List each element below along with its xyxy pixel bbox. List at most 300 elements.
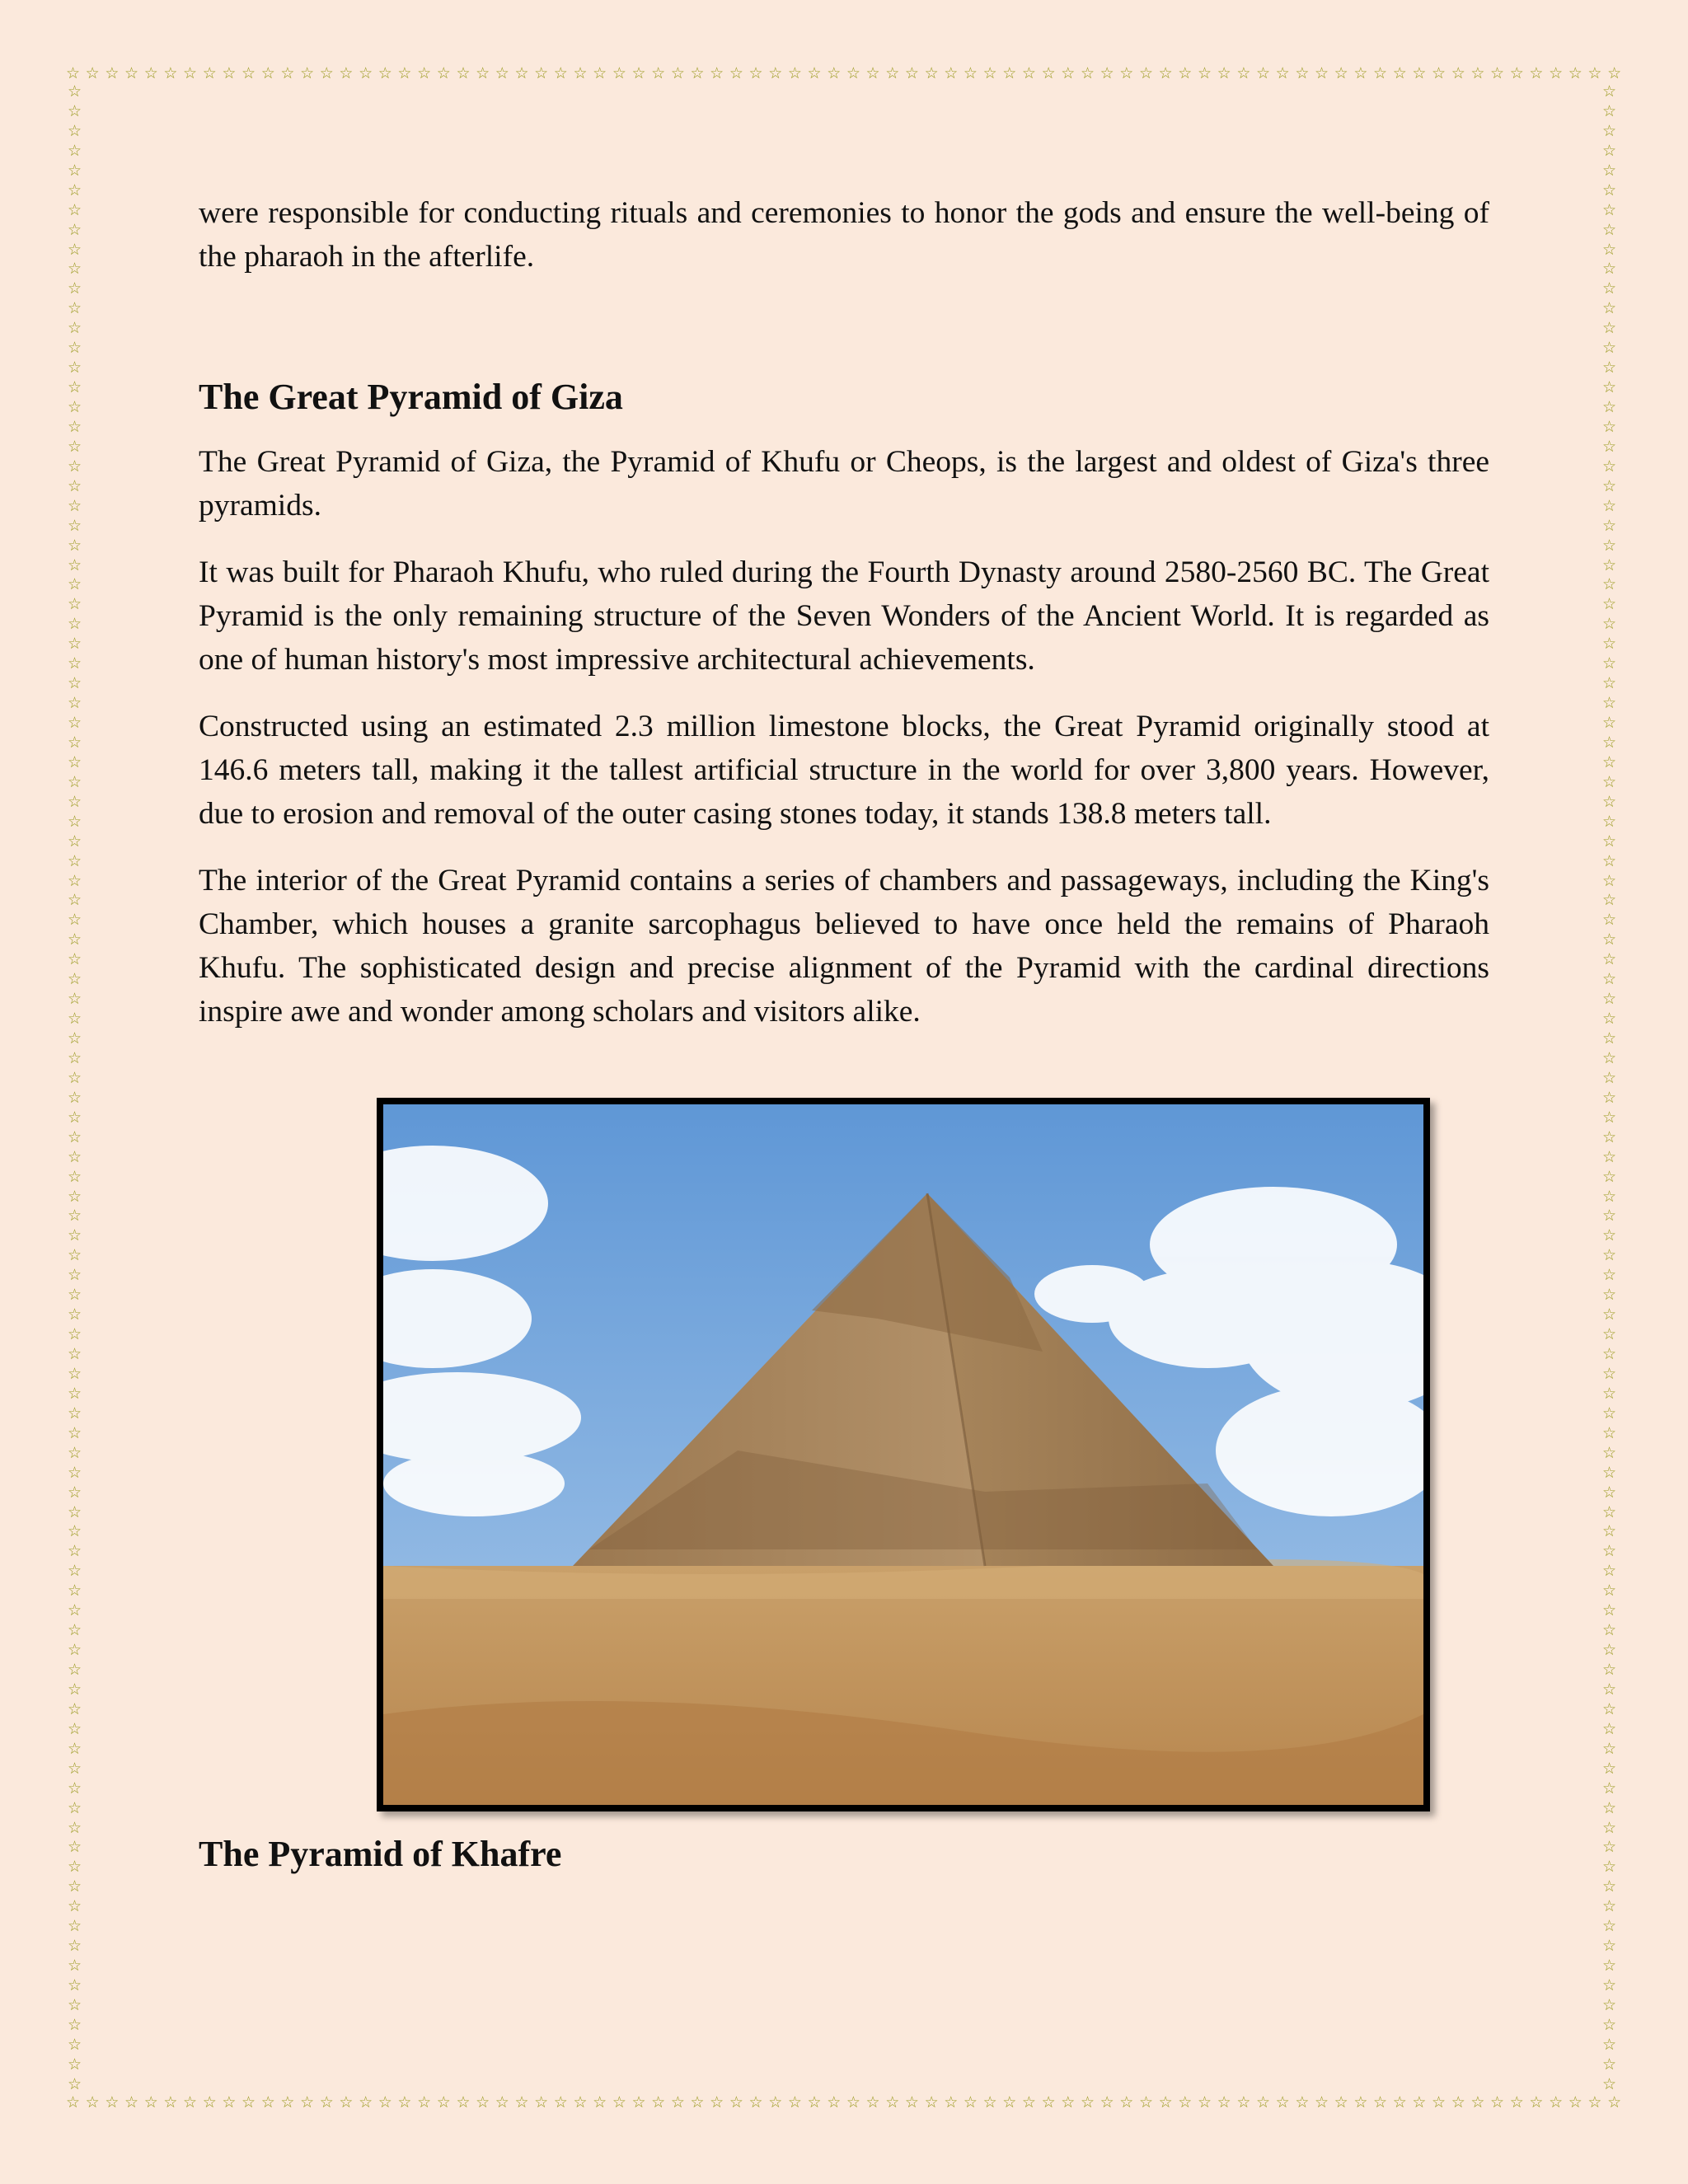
star-icon: ☆ — [377, 2093, 392, 2111]
star-icon: ☆ — [68, 851, 82, 870]
star-icon: ☆ — [1061, 2093, 1076, 2111]
star-icon: ☆ — [1602, 319, 1617, 338]
star-icon: ☆ — [105, 2093, 120, 2111]
star-icon: ☆ — [1602, 1483, 1617, 1502]
star-icon: ☆ — [1100, 2093, 1114, 2111]
star-icon: ☆ — [1119, 64, 1134, 82]
star-icon: ☆ — [1602, 851, 1617, 870]
star-icon: ☆ — [1490, 64, 1505, 82]
star-icon: ☆ — [1080, 64, 1095, 82]
star-icon: ☆ — [68, 1127, 82, 1146]
star-icon: ☆ — [359, 64, 373, 82]
star-icon: ☆ — [68, 792, 82, 811]
star-border-left — [68, 82, 86, 2093]
star-icon: ☆ — [68, 1838, 82, 1857]
star-icon: ☆ — [68, 891, 82, 910]
star-icon: ☆ — [534, 64, 549, 82]
star-icon: ☆ — [1602, 1325, 1617, 1344]
star-icon: ☆ — [1602, 1877, 1617, 1896]
star-icon: ☆ — [68, 871, 82, 890]
star-icon: ☆ — [982, 64, 997, 82]
star-icon: ☆ — [1602, 812, 1617, 831]
star-icon: ☆ — [68, 1325, 82, 1344]
star-icon: ☆ — [1602, 1818, 1617, 1837]
star-icon: ☆ — [1236, 2093, 1251, 2111]
star-icon: ☆ — [1470, 64, 1485, 82]
star-icon: ☆ — [319, 64, 334, 82]
star-icon: ☆ — [553, 2093, 568, 2111]
star-icon: ☆ — [982, 2093, 997, 2111]
star-border-bottom — [66, 2093, 1622, 2113]
star-icon: ☆ — [1509, 2093, 1524, 2111]
star-icon: ☆ — [1002, 2093, 1017, 2111]
star-icon: ☆ — [68, 378, 82, 397]
star-icon: ☆ — [1602, 1858, 1617, 1877]
star-icon: ☆ — [68, 674, 82, 693]
star-icon: ☆ — [1275, 2093, 1290, 2111]
star-icon: ☆ — [68, 1404, 82, 1422]
star-icon: ☆ — [670, 2093, 685, 2111]
star-icon: ☆ — [1602, 1995, 1617, 2014]
star-icon: ☆ — [1373, 64, 1388, 82]
star-icon: ☆ — [710, 64, 724, 82]
star-icon: ☆ — [885, 64, 900, 82]
star-icon: ☆ — [202, 64, 217, 82]
star-icon: ☆ — [222, 2093, 237, 2111]
star-icon: ☆ — [1602, 1246, 1617, 1265]
star-icon: ☆ — [68, 437, 82, 456]
star-icon: ☆ — [924, 64, 939, 82]
section-heading-khafre: The Pyramid of Khafre — [199, 1834, 562, 1874]
star-icon: ☆ — [68, 260, 82, 279]
star-icon: ☆ — [1217, 2093, 1231, 2111]
star-icon: ☆ — [1602, 1068, 1617, 1087]
star-icon: ☆ — [514, 2093, 529, 2111]
star-icon: ☆ — [1119, 2093, 1134, 2111]
star-icon: ☆ — [1529, 64, 1544, 82]
star-icon: ☆ — [1602, 121, 1617, 140]
star-icon: ☆ — [1432, 2093, 1447, 2111]
star-icon: ☆ — [68, 1759, 82, 1778]
star-icon: ☆ — [68, 1483, 82, 1502]
star-icon: ☆ — [1602, 161, 1617, 180]
star-icon: ☆ — [768, 64, 783, 82]
star-icon: ☆ — [300, 64, 315, 82]
star-icon: ☆ — [1100, 64, 1114, 82]
star-icon: ☆ — [1602, 1384, 1617, 1403]
star-icon: ☆ — [68, 2015, 82, 2034]
star-icon: ☆ — [1602, 635, 1617, 654]
star-icon: ☆ — [1602, 437, 1617, 456]
star-icon: ☆ — [1602, 1917, 1617, 1936]
star-icon: ☆ — [1041, 64, 1056, 82]
star-icon: ☆ — [1602, 1582, 1617, 1601]
star-icon: ☆ — [68, 694, 82, 713]
star-icon: ☆ — [1602, 950, 1617, 969]
star-icon: ☆ — [68, 1641, 82, 1660]
star-icon: ☆ — [68, 575, 82, 594]
star-icon: ☆ — [1602, 555, 1617, 574]
star-icon: ☆ — [68, 1345, 82, 1363]
star-icon: ☆ — [1602, 714, 1617, 732]
star-icon: ☆ — [68, 1187, 82, 1206]
star-icon: ☆ — [476, 2093, 490, 2111]
star-icon: ☆ — [1607, 2093, 1622, 2111]
star-icon: ☆ — [222, 64, 237, 82]
star-icon: ☆ — [1602, 1562, 1617, 1581]
star-icon: ☆ — [670, 64, 685, 82]
star-icon: ☆ — [1451, 64, 1465, 82]
star-icon: ☆ — [68, 457, 82, 476]
star-icon: ☆ — [68, 595, 82, 614]
star-icon: ☆ — [163, 64, 178, 82]
star-icon: ☆ — [68, 1010, 82, 1029]
star-icon: ☆ — [1602, 1088, 1617, 1107]
star-icon: ☆ — [1602, 575, 1617, 594]
star-icon: ☆ — [1602, 1759, 1617, 1778]
star-icon: ☆ — [690, 2093, 705, 2111]
star-icon: ☆ — [1412, 2093, 1427, 2111]
star-icon: ☆ — [377, 64, 392, 82]
star-icon: ☆ — [865, 2093, 880, 2111]
star-icon: ☆ — [534, 2093, 549, 2111]
star-icon: ☆ — [1602, 832, 1617, 851]
star-icon: ☆ — [68, 1798, 82, 1817]
star-icon: ☆ — [944, 64, 959, 82]
star-icon: ☆ — [68, 635, 82, 654]
star-border-top — [66, 64, 1622, 84]
pyramid-illustration — [383, 1104, 1423, 1805]
star-icon: ☆ — [68, 1779, 82, 1797]
star-icon: ☆ — [1197, 64, 1212, 82]
star-icon: ☆ — [1602, 674, 1617, 693]
star-icon: ☆ — [85, 2093, 100, 2111]
star-icon: ☆ — [1602, 1423, 1617, 1442]
star-icon: ☆ — [1602, 1048, 1617, 1067]
star-icon: ☆ — [1602, 398, 1617, 416]
star-icon: ☆ — [1602, 772, 1617, 791]
star-icon: ☆ — [124, 64, 139, 82]
star-icon: ☆ — [68, 516, 82, 535]
star-icon: ☆ — [68, 1305, 82, 1324]
star-icon: ☆ — [68, 1088, 82, 1107]
star-icon: ☆ — [1602, 1937, 1617, 1956]
star-icon: ☆ — [1602, 911, 1617, 930]
star-icon: ☆ — [1602, 2015, 1617, 2034]
star-icon: ☆ — [68, 970, 82, 989]
star-icon: ☆ — [1602, 1542, 1617, 1561]
star-icon: ☆ — [68, 654, 82, 673]
star-icon: ☆ — [787, 2093, 802, 2111]
star-icon: ☆ — [68, 555, 82, 574]
star-icon: ☆ — [1295, 2093, 1310, 2111]
star-icon: ☆ — [68, 1068, 82, 1087]
star-icon: ☆ — [904, 2093, 919, 2111]
paragraph-3: Constructed using an estimated 2.3 million limestone blocks, the Great Pyramid originally stood at 146.6 meters tall, making it the tallest artificial structure in the world for over 3,800 years. However, due to erosion and removal of the outer casing stones today, it stands 138.8 meters tall. — [199, 710, 1489, 831]
star-icon: ☆ — [241, 64, 256, 82]
star-icon: ☆ — [68, 950, 82, 969]
star-icon: ☆ — [1602, 1838, 1617, 1857]
star-icon: ☆ — [68, 1108, 82, 1127]
star-border-right — [1602, 82, 1620, 2093]
star-icon: ☆ — [68, 1582, 82, 1601]
star-icon: ☆ — [1002, 64, 1017, 82]
star-icon: ☆ — [1334, 2093, 1348, 2111]
star-icon: ☆ — [417, 64, 432, 82]
star-icon: ☆ — [436, 64, 451, 82]
star-icon: ☆ — [1602, 694, 1617, 713]
star-icon: ☆ — [963, 2093, 978, 2111]
star-icon: ☆ — [1353, 2093, 1368, 2111]
star-icon: ☆ — [143, 2093, 158, 2111]
star-icon: ☆ — [1334, 64, 1348, 82]
star-icon: ☆ — [1602, 1207, 1617, 1226]
star-icon: ☆ — [1602, 792, 1617, 811]
star-icon: ☆ — [68, 180, 82, 199]
star-icon: ☆ — [1602, 1010, 1617, 1029]
star-icon: ☆ — [417, 2093, 432, 2111]
star-icon: ☆ — [1602, 930, 1617, 949]
star-icon: ☆ — [68, 1995, 82, 2014]
star-icon: ☆ — [68, 121, 82, 140]
star-icon: ☆ — [1602, 1719, 1617, 1738]
star-icon: ☆ — [729, 2093, 743, 2111]
star-icon: ☆ — [68, 536, 82, 555]
star-icon: ☆ — [68, 1207, 82, 1226]
star-icon: ☆ — [68, 2035, 82, 2054]
paragraph-2: It was built for Pharaoh Khufu, who ruled during the Fourth Dynasty around 2580-2560 BC. The Great Pyramid is the only remaining structure of the Seven Wonders of the Ancient World. It is regarded as one of human history's most impressive architectural achievements. — [199, 555, 1489, 677]
star-icon: ☆ — [1602, 240, 1617, 259]
star-icon: ☆ — [143, 64, 158, 82]
star-icon: ☆ — [1602, 733, 1617, 752]
star-icon: ☆ — [183, 2093, 198, 2111]
star-icon: ☆ — [68, 1048, 82, 1067]
star-icon: ☆ — [1178, 2093, 1193, 2111]
star-icon: ☆ — [1549, 64, 1564, 82]
star-icon: ☆ — [68, 615, 82, 634]
star-icon: ☆ — [68, 1680, 82, 1699]
star-icon: ☆ — [68, 1719, 82, 1738]
star-icon: ☆ — [68, 1957, 82, 1975]
star-icon: ☆ — [768, 2093, 783, 2111]
star-icon: ☆ — [1602, 101, 1617, 120]
star-icon: ☆ — [456, 2093, 471, 2111]
star-icon: ☆ — [1602, 1364, 1617, 1383]
star-icon: ☆ — [68, 1858, 82, 1877]
star-icon: ☆ — [68, 1384, 82, 1403]
star-icon: ☆ — [1602, 1187, 1617, 1206]
star-icon: ☆ — [1041, 2093, 1056, 2111]
star-icon: ☆ — [748, 2093, 763, 2111]
star-icon: ☆ — [68, 1699, 82, 1718]
star-icon: ☆ — [495, 2093, 509, 2111]
star-icon: ☆ — [1568, 64, 1582, 82]
star-icon: ☆ — [1602, 536, 1617, 555]
star-icon: ☆ — [68, 359, 82, 377]
star-icon: ☆ — [68, 1266, 82, 1285]
star-icon: ☆ — [68, 417, 82, 436]
star-icon: ☆ — [68, 1147, 82, 1166]
star-icon: ☆ — [1158, 64, 1173, 82]
star-icon: ☆ — [553, 64, 568, 82]
star-icon: ☆ — [124, 2093, 139, 2111]
star-icon: ☆ — [963, 64, 978, 82]
star-icon: ☆ — [68, 1877, 82, 1896]
paragraph-1: The Great Pyramid of Giza, the Pyramid of Khufu or Cheops, is the largest and oldest of Giza's three pyramids. — [199, 445, 1489, 523]
star-icon: ☆ — [1602, 1897, 1617, 1916]
star-icon: ☆ — [68, 772, 82, 791]
star-icon: ☆ — [1602, 1404, 1617, 1422]
star-icon: ☆ — [68, 279, 82, 298]
star-icon: ☆ — [1602, 1798, 1617, 1817]
star-icon: ☆ — [260, 64, 275, 82]
star-icon: ☆ — [593, 2093, 607, 2111]
star-icon: ☆ — [827, 2093, 842, 2111]
star-icon: ☆ — [1602, 990, 1617, 1009]
star-icon: ☆ — [631, 2093, 646, 2111]
star-icon: ☆ — [68, 200, 82, 219]
star-icon: ☆ — [280, 2093, 295, 2111]
star-icon: ☆ — [1602, 1167, 1617, 1186]
star-icon: ☆ — [68, 1029, 82, 1047]
star-icon: ☆ — [924, 2093, 939, 2111]
star-icon: ☆ — [1602, 752, 1617, 771]
star-icon: ☆ — [68, 1897, 82, 1916]
star-icon: ☆ — [68, 82, 82, 101]
star-icon: ☆ — [1602, 1739, 1617, 1758]
star-icon: ☆ — [1602, 82, 1617, 101]
star-icon: ☆ — [1602, 1127, 1617, 1146]
star-icon: ☆ — [68, 319, 82, 338]
star-icon: ☆ — [1451, 2093, 1465, 2111]
star-icon: ☆ — [807, 64, 822, 82]
star-icon: ☆ — [68, 161, 82, 180]
star-icon: ☆ — [1490, 2093, 1505, 2111]
star-icon: ☆ — [827, 64, 842, 82]
star-icon: ☆ — [1197, 2093, 1212, 2111]
star-icon: ☆ — [1602, 1680, 1617, 1699]
star-icon: ☆ — [944, 2093, 959, 2111]
star-icon: ☆ — [573, 2093, 588, 2111]
star-icon: ☆ — [436, 2093, 451, 2111]
star-icon: ☆ — [300, 2093, 315, 2111]
star-icon: ☆ — [807, 2093, 822, 2111]
star-icon: ☆ — [690, 64, 705, 82]
star-icon: ☆ — [1602, 496, 1617, 515]
page-content — [199, 191, 1489, 1057]
star-icon: ☆ — [1392, 64, 1407, 82]
star-icon: ☆ — [1607, 64, 1622, 82]
star-icon: ☆ — [1602, 200, 1617, 219]
star-icon: ☆ — [1602, 516, 1617, 535]
star-icon: ☆ — [1061, 64, 1076, 82]
star-icon: ☆ — [68, 299, 82, 318]
star-icon: ☆ — [68, 990, 82, 1009]
star-icon: ☆ — [1602, 1029, 1617, 1047]
star-icon: ☆ — [68, 1542, 82, 1561]
star-icon: ☆ — [68, 1562, 82, 1581]
section-2 — [199, 1831, 1489, 1877]
star-icon: ☆ — [729, 64, 743, 82]
star-icon: ☆ — [1602, 1345, 1617, 1363]
star-icon: ☆ — [397, 2093, 412, 2111]
star-icon: ☆ — [68, 240, 82, 259]
star-icon: ☆ — [68, 930, 82, 949]
star-icon: ☆ — [68, 1443, 82, 1462]
star-icon: ☆ — [1602, 1286, 1617, 1305]
star-icon: ☆ — [1392, 2093, 1407, 2111]
star-icon: ☆ — [1602, 180, 1617, 199]
star-icon: ☆ — [68, 911, 82, 930]
star-icon: ☆ — [1602, 1147, 1617, 1166]
star-icon: ☆ — [68, 1226, 82, 1245]
star-icon: ☆ — [68, 496, 82, 515]
star-icon: ☆ — [68, 101, 82, 120]
star-icon: ☆ — [1373, 2093, 1388, 2111]
paragraph-4: The interior of the Great Pyramid contains a series of chambers and passageways, including the King's Chamber, which houses a granite sarcophagus believed to have once held the remains of Pharaoh Khufu. The sophisticated design and precise alignment of the Pyramid with the cardinal directions inspire awe and wonder among scholars and visitors alike. — [199, 864, 1489, 1029]
star-icon: ☆ — [66, 64, 81, 82]
star-icon: ☆ — [1602, 2074, 1617, 2093]
star-icon: ☆ — [68, 1621, 82, 1640]
star-icon: ☆ — [1587, 2093, 1602, 2111]
star-icon: ☆ — [651, 64, 666, 82]
star-icon: ☆ — [514, 64, 529, 82]
star-icon: ☆ — [68, 1937, 82, 1956]
star-icon: ☆ — [1602, 299, 1617, 318]
star-icon: ☆ — [241, 2093, 256, 2111]
star-icon: ☆ — [68, 2074, 82, 2093]
star-icon: ☆ — [1158, 2093, 1173, 2111]
star-icon: ☆ — [202, 2093, 217, 2111]
star-icon: ☆ — [1602, 1443, 1617, 1462]
star-icon: ☆ — [359, 2093, 373, 2111]
star-icon: ☆ — [1602, 1699, 1617, 1718]
star-icon: ☆ — [495, 64, 509, 82]
star-icon: ☆ — [1315, 2093, 1329, 2111]
star-icon: ☆ — [339, 64, 354, 82]
star-icon: ☆ — [260, 2093, 275, 2111]
star-icon: ☆ — [476, 64, 490, 82]
star-icon: ☆ — [68, 812, 82, 831]
star-icon: ☆ — [865, 64, 880, 82]
star-icon: ☆ — [1602, 141, 1617, 160]
star-icon: ☆ — [66, 2093, 81, 2111]
star-icon: ☆ — [1602, 1108, 1617, 1127]
star-icon: ☆ — [1602, 339, 1617, 358]
star-icon: ☆ — [885, 2093, 900, 2111]
star-icon: ☆ — [1602, 595, 1617, 614]
star-icon: ☆ — [68, 1463, 82, 1482]
star-icon: ☆ — [1602, 457, 1617, 476]
star-icon: ☆ — [1587, 64, 1602, 82]
star-icon: ☆ — [183, 64, 198, 82]
star-icon: ☆ — [1602, 1522, 1617, 1541]
star-icon: ☆ — [1602, 871, 1617, 890]
star-icon: ☆ — [1255, 64, 1271, 82]
star-icon: ☆ — [1275, 64, 1290, 82]
star-icon: ☆ — [163, 2093, 178, 2111]
star-icon: ☆ — [1021, 2093, 1036, 2111]
star-icon: ☆ — [1217, 64, 1231, 82]
star-icon: ☆ — [1080, 2093, 1095, 2111]
star-icon: ☆ — [1529, 2093, 1544, 2111]
star-icon: ☆ — [1602, 1641, 1617, 1660]
star-icon: ☆ — [68, 1246, 82, 1265]
star-icon: ☆ — [68, 220, 82, 239]
star-icon: ☆ — [1138, 2093, 1153, 2111]
star-icon: ☆ — [1602, 1976, 1617, 1994]
star-icon: ☆ — [68, 733, 82, 752]
